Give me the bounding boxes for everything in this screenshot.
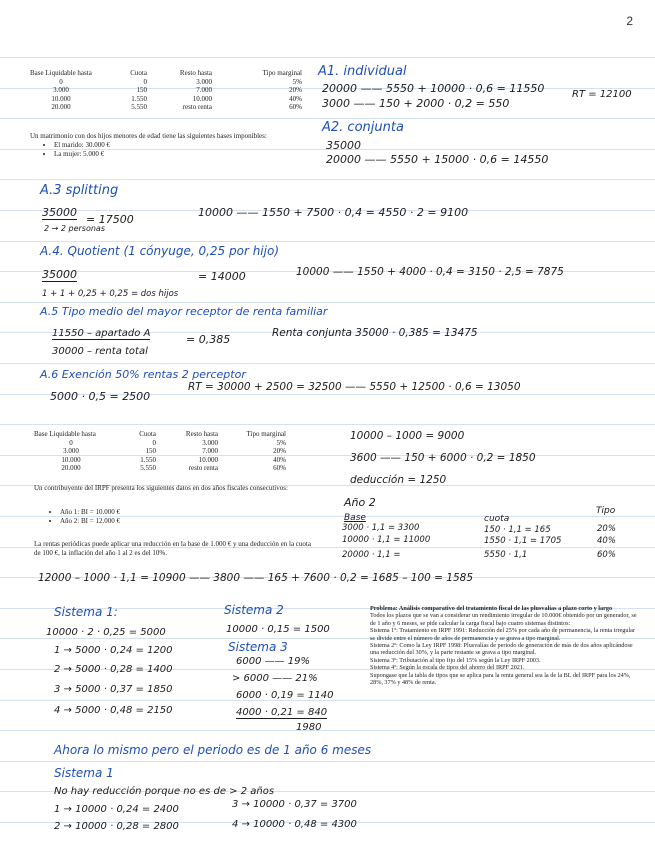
notebook-rule-line <box>0 302 655 303</box>
tax-table-1 <box>30 69 302 112</box>
table-header-row <box>34 430 286 439</box>
table-cell: 0 <box>59 77 63 86</box>
list-item: • Año 1: BI = 10.000 € <box>60 508 120 517</box>
cuota-row: 1550 · 1,1 = 1705 <box>484 536 562 546</box>
table-row <box>34 464 286 473</box>
table-cell: resto renta <box>182 103 212 111</box>
table-row <box>34 456 286 465</box>
a3-calc: 10000 —— 1550 + 7500 · 0,4 = 4550 · 2 = 9100 <box>198 206 469 219</box>
table-cell: 5.550 <box>140 464 156 472</box>
y1-line-2: 3600 —— 150 + 6000 · 0,2 = 1850 <box>350 452 536 464</box>
s3-title: Sistema 3 <box>228 640 288 654</box>
table-cell: 40% <box>289 94 302 103</box>
tax-table-2 <box>34 430 286 473</box>
notebook-rule-line <box>0 118 655 119</box>
table-header: Resto hasta <box>185 430 218 438</box>
list-item: • La mujer: 5.000 € <box>54 150 110 159</box>
s2-line: 10000 · 0,15 = 1500 <box>226 624 330 635</box>
a6-line-2: RT = 30000 + 2500 = 32500 —— 5550 + 12500 · 0,6 = 13050 <box>188 381 521 393</box>
table-cell: 7.000 <box>202 447 218 455</box>
table-cell: 3.000 <box>202 438 218 447</box>
a4-numerator: 35000 <box>42 268 77 281</box>
ns1-note: No hay reducción porque no es de > 2 años <box>54 786 275 797</box>
table-cell: 40% <box>273 455 286 464</box>
y2-calc: 12000 – 1000 · 1,1 = 10900 —— 3800 —— 165 + 7600 · 0,2 = 1685 – 100 = 1585 <box>38 572 474 584</box>
problem-text-line: Todos los plazos que se van a considerar un rendimiento irregular de 10.000€ obtenido por un generador, se de 1 año y 6 meses, se pide calcular la carga fiscal bajo cuatro sistemas distintos: <box>370 612 637 627</box>
table-cell: 10.000 <box>51 94 71 103</box>
table-cell: 60% <box>289 103 302 111</box>
tipo-row: 60% <box>597 550 616 560</box>
problem-text-block <box>370 605 640 686</box>
a1-rt: RT = 12100 <box>572 89 632 100</box>
notebook-rule-line <box>0 179 655 180</box>
cuota-row: 150 · 1,1 = 165 <box>484 525 551 535</box>
table-row <box>34 447 286 456</box>
list-item: • El marido: 30.000 € <box>54 141 110 150</box>
problem-intro-1: Un matrimonio con dos hijos menores de edad tiene las siguientes bases imponibles: <box>30 132 267 140</box>
ns1-title: Sistema 1 <box>54 766 114 780</box>
y1-line-3: deducción = 1250 <box>350 474 447 486</box>
a4-denominator: 1 + 1 + 0,25 + 0,25 = dos hijos <box>42 289 179 299</box>
table-cell: resto renta <box>188 464 218 472</box>
problem-text-line: Sistema 4º: Según la escala de tipos del ahorro del IRPF 2021. <box>370 664 525 672</box>
table-cell: 20.000 <box>51 103 71 111</box>
a4-calc: 10000 —— 1550 + 4000 · 0,4 = 3150 · 2,5 = 7875 <box>296 266 564 278</box>
table-cell: 150 <box>145 447 156 455</box>
s3-line: 6000 —— 19% <box>236 656 311 667</box>
a5-title: A.5 Tipo medio del mayor receptor de renta familiar <box>40 305 328 318</box>
a2-title: A2. conjunta <box>322 120 404 135</box>
a1-line-1: 20000 —— 5550 + 10000 · 0,6 = 11550 <box>322 82 545 95</box>
table-header: Cuota <box>130 69 147 77</box>
problem-text-line: Sistema 1º: Tratamiento en IRPF 1991: Reducción del 25% por cada año de permanencia, la renta irregular se divide entre el número de años de permanencia y se grava a tipo marginal. <box>370 627 635 642</box>
s3-line: 6000 · 0,19 = 1140 <box>236 690 334 701</box>
table-cell: 3.000 <box>63 447 79 455</box>
base-head: Base <box>344 513 366 523</box>
table-row <box>34 439 286 448</box>
table-cell: 10.000 <box>192 94 212 103</box>
table-header: Base Liquidable hasta <box>30 69 92 77</box>
problem-text-line: Supongase que la tabla de tipos que se aplica para la renta general sea la de la BL del IRPF para los 24%, 28%, 37% y 48% de renta. <box>370 671 631 687</box>
s1-line: 4 → 5000 · 0,48 = 2150 <box>54 705 173 716</box>
notebook-rule-line <box>0 424 655 425</box>
a6-title: A.6 Exención 50% rentas 2 perceptor <box>40 368 246 381</box>
notebook-rule-line <box>0 57 655 58</box>
years-list <box>46 508 120 526</box>
a2-line-2: 20000 —— 5550 + 15000 · 0,6 = 14550 <box>326 153 549 166</box>
notebook-rule-line <box>0 363 655 364</box>
s1-line: 10000 · 2 · 0,25 = 5000 <box>46 627 166 638</box>
table-row <box>30 103 302 112</box>
a3-title: A.3 splitting <box>40 183 119 198</box>
table-cell: 0 <box>69 438 73 447</box>
table-cell: 3.000 <box>53 86 69 94</box>
a6-line-1: 5000 · 0,5 = 2500 <box>50 390 151 403</box>
ns1-line: 3 → 10000 · 0,37 = 3700 <box>232 799 357 810</box>
problem-note-2-text: La rentas periódicas puede aplicar una reducción en la base de 1.000 € y una deducción en la cuota de 100 €, la inflación del año 1 al 2 es del 10%. <box>34 540 311 557</box>
s1-line: 2 → 5000 · 0,28 = 1400 <box>54 664 173 675</box>
notebook-rule-line <box>0 241 655 242</box>
a5-calc: Renta conjunta 35000 · 0,385 = 13475 <box>272 327 478 339</box>
table-cell: 3.000 <box>196 77 212 86</box>
table-header-row <box>30 69 302 78</box>
notebook-rule-line <box>0 730 655 731</box>
problem-text-line: Sistema 2º: Como la Ley IRPF 1998: Plusvalías de periodo de generación de más de dos años aplicándose una reducción del 30%, y la parte restante se grava a tipo marginal. <box>370 642 633 657</box>
base-row: 10000 · 1,1 = 11000 <box>342 535 431 545</box>
table-cell: 5% <box>292 77 302 86</box>
tipo-row: 40% <box>597 536 616 546</box>
table-row <box>30 95 302 104</box>
cuota-head: cuota <box>484 514 510 524</box>
table-cell: 1.550 <box>140 455 156 464</box>
tipo-head: Tipo <box>596 506 616 516</box>
s3-line: 4000 · 0,21 = 840 <box>236 707 328 718</box>
ns1-line: 4 → 10000 · 0,48 = 4300 <box>232 819 357 830</box>
table-header: Tipo marginal <box>246 430 286 438</box>
a5-denominator: 30000 – renta total <box>52 346 148 357</box>
table-cell: 1.550 <box>131 94 147 103</box>
table-header: Base Liquidable hasta <box>34 430 96 438</box>
table-cell: 5.550 <box>131 103 147 111</box>
new-period-title: Ahora lo mismo pero el periodo es de 1 año 6 meses <box>54 743 372 757</box>
table-header: Tipo marginal <box>262 69 302 77</box>
problem-note-2 <box>34 540 316 558</box>
a3-numerator: 35000 <box>42 206 77 219</box>
a3-equals: = 17500 <box>86 213 134 226</box>
table-cell: 150 <box>136 86 147 94</box>
table-cell: 0 <box>143 77 147 86</box>
cuota-row: 5550 · 1,1 <box>484 550 528 560</box>
table-cell: 5% <box>276 438 286 447</box>
table-cell: 20.000 <box>61 464 81 472</box>
y1-line-1: 10000 – 1000 = 9000 <box>350 430 465 442</box>
table-header: Resto hasta <box>179 69 212 77</box>
table-cell: 7.000 <box>196 86 212 94</box>
ns1-line: 1 → 10000 · 0,24 = 2400 <box>54 804 179 815</box>
problem-text-title: Problema: Análisis comparativo del tratamiento fiscal de las plusvalías a plazo corto y largo <box>370 605 613 612</box>
problem-intro-2-text: Un contribuyente del IRPF presenta los siguientes datos en dos años fiscales consecutivos: <box>34 484 288 492</box>
s1-title: Sistema 1: <box>54 605 118 619</box>
table-cell: 10.000 <box>198 455 218 464</box>
a4-equals: = 14000 <box>198 270 246 283</box>
base-row: 3000 · 1,1 = 3300 <box>342 523 420 533</box>
bases-list <box>40 141 110 159</box>
tipo-row: 20% <box>597 524 616 534</box>
table-header: Cuota <box>139 430 156 438</box>
page-number: 2 <box>626 14 633 28</box>
problem-text-line: Sistema 3º: Tributación al tipo fijo del 15% según la Ley IRPF 2003. <box>370 656 541 664</box>
a1-title: A1. individual <box>318 64 407 79</box>
a1-line-2: 3000 —— 150 + 2000 · 0,2 = 550 <box>322 97 510 110</box>
notebook-rule-line <box>0 761 655 762</box>
table-row <box>30 78 302 87</box>
a2-line-1: 35000 <box>326 139 361 152</box>
problem-intro-2 <box>34 484 304 493</box>
table-cell: 0 <box>152 438 156 447</box>
s3-line: > 6000 —— 21% <box>232 673 318 684</box>
s3-total: 1980 <box>296 722 322 733</box>
s1-line: 3 → 5000 · 0,37 = 1850 <box>54 684 173 695</box>
a5-equals: = 0,385 <box>186 333 231 346</box>
y2-title: Año 2 <box>344 496 376 509</box>
table-cell: 20% <box>289 86 302 94</box>
base-row: 20000 · 1,1 = <box>342 550 401 560</box>
a5-numerator: 11550 – apartado A <box>52 328 151 339</box>
s1-line: 1 → 5000 · 0,24 = 1200 <box>54 645 173 656</box>
ns1-line: 2 → 10000 · 0,28 = 2800 <box>54 821 179 832</box>
s2-title: Sistema 2 <box>224 603 284 617</box>
list-item: • Año 2: BI = 12.000 € <box>60 517 120 526</box>
table-cell: 60% <box>273 464 286 472</box>
table-row <box>30 86 302 95</box>
a4-title: A.4. Quotient (1 cónyuge, 0,25 por hijo) <box>40 244 279 258</box>
table-cell: 20% <box>273 447 286 455</box>
table-cell: 10.000 <box>61 455 81 464</box>
a3-denominator: 2 → 2 personas <box>44 224 106 233</box>
